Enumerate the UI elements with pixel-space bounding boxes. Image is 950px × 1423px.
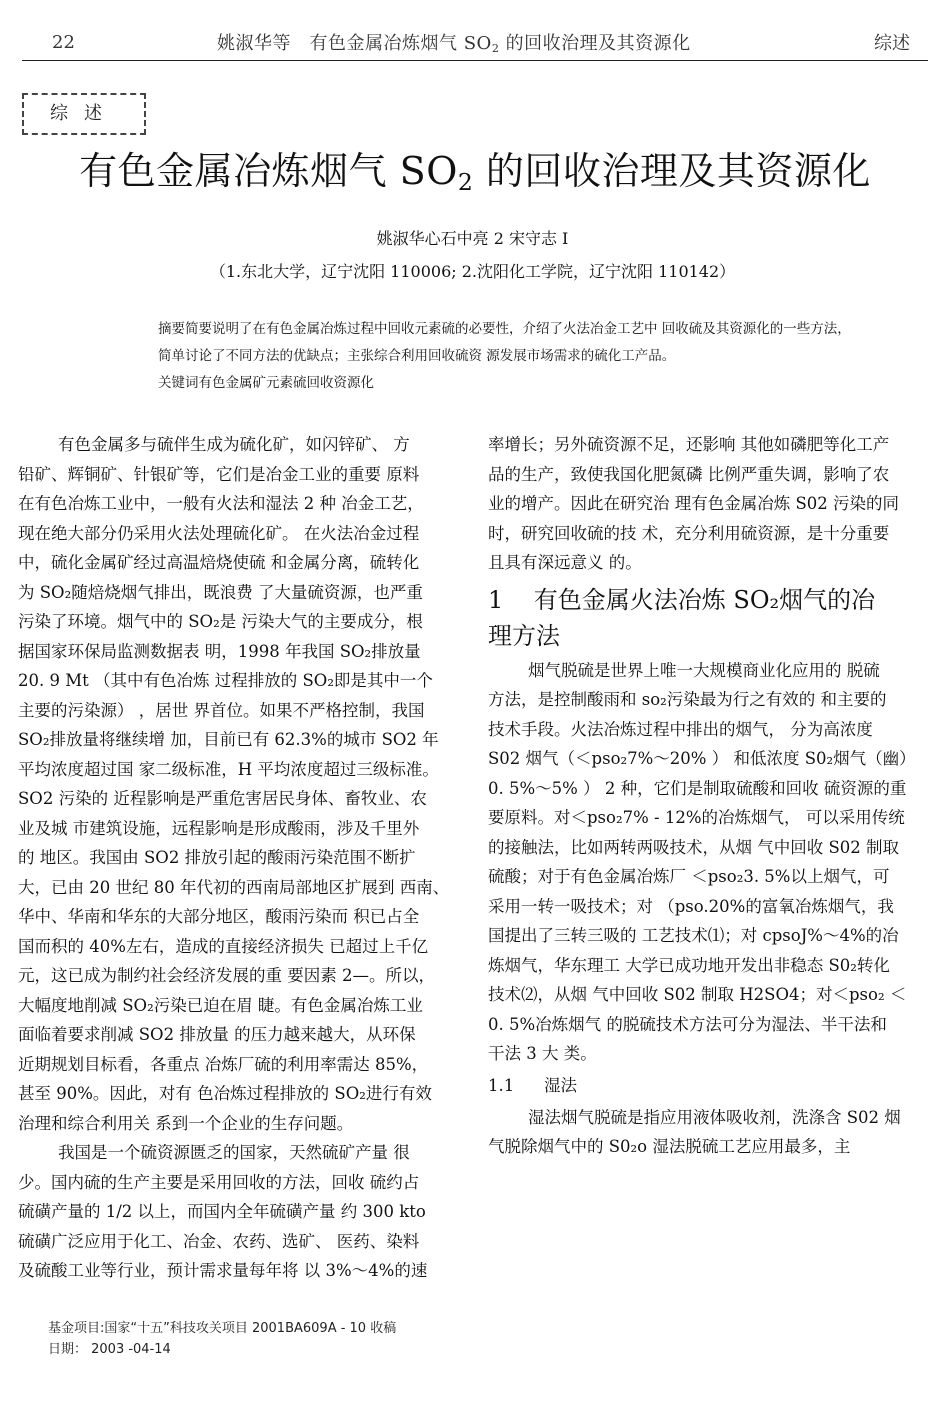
abstract — [158, 316, 948, 397]
text-line: 元，这已成为制约社会经济发展的重 要因素 2—。所以， — [18, 966, 435, 985]
text-line: 及硫酸工业等行业，预计需求量每年将 以 3%〜4%的速 — [18, 1261, 428, 1280]
text-line: 方法，是控制酸雨和 so₂污染最为行之有效的 和主要的 — [488, 690, 887, 709]
text-line: 品的生产，致使我国化肥氮磷 比例严重失调，影响了农 — [488, 464, 890, 484]
text-line: 烟气脱硫是世界上唯一大规模商业化应用的 脱硫 — [528, 660, 880, 680]
text-line: 业的增产。因此在研究治 理有色金属冶炼 S02 污染的同 — [488, 494, 900, 513]
text-line: 硫酸；对于有色金属冶炼厂 ＜pso₂3. 5%以上烟气，可 — [488, 867, 890, 886]
text-line: 铅矿、辉铜矿、针银矿等，它们是冶金工业的重要 原料 — [18, 464, 420, 484]
text-line: 甚至 90%。因此，对有 色冶炼过程排放的 SO₂进行有效 — [18, 1084, 432, 1103]
text-line: S02 烟气（＜pso₂7%〜20% ） 和低浓度 S0₂烟气（幽） — [488, 749, 916, 768]
text-line: 20. 9 Mt （其中有色冶炼 过程排放的 SO₂即是其中一个 — [18, 671, 433, 690]
section-1-title-line: 1 有色金属火法冶炼 SO₂烟气的冶 — [488, 585, 876, 614]
right-intro — [488, 430, 928, 578]
text-line: 率增长；另外硫资源不足，还影响 其他如磷肥等化工产 — [488, 435, 890, 454]
subsection-1-1-heading: 1.1 湿法 — [488, 1075, 577, 1095]
text-line: 采用一转一吸技术；对 （pso.20%的富氧冶炼烟气，我 — [488, 896, 894, 916]
text-line: 硫磺产量的 1/2 以上，而国内全年硫磺产量 约 300 kto — [18, 1202, 426, 1221]
text-line: 主要的污染源） ，居世 界首位。如果不严格控制，我国 — [18, 700, 425, 720]
running-title: 姚淑华等 有色金属冶炼烟气 $SO_2$ 的回收治理及其资源化 — [217, 33, 691, 55]
page-number: 22 — [52, 32, 75, 53]
text-line: 大幅度地削减 SO₂污染已迫在眉 睫。有色金属冶炼工业 — [18, 995, 423, 1015]
text-line: 的接触法，比如两转两吸技术，从烟 气中回收 S02 制取 — [488, 837, 900, 857]
affiliations: （1.东北大学，辽宁沈阳 110006; 2.沈阳化工学院，辽宁沈阳 110142） — [209, 262, 736, 281]
subsection-1-1-body — [488, 1103, 928, 1162]
funding-note: 基金项目:国家“十五”科技攻关项目 2001BA609A - 10 收稿 — [48, 1321, 397, 1336]
article-title: 有色金属冶炼烟气 $SO_2$ 的回收治理及其资源化 — [79, 149, 871, 196]
text-line: 技术手段。火法冶炼过程中排出的烟气， 分为高浓度 — [488, 719, 873, 739]
text-line: 华中、华南和华东的大部分地区，酸雨污染而 积已占全 — [18, 907, 420, 926]
text-line: 我国是一个硫资源匮乏的国家，天然硫矿产量 很 — [58, 1143, 410, 1162]
text-line: 国而积的 40%左右，造成的直接经济损失 已超过上千亿 — [18, 936, 429, 956]
abstract-line: 摘要简要说明了在有色金属冶炼过程中回收元素硫的必要性，介绍了火法冶金工艺中 回收硫及其资源化的一些方法， — [158, 321, 851, 337]
text-line: 气脱除烟气中的 S0₂o 湿法脱硫工艺应用最多，主 — [488, 1137, 851, 1156]
text-line: 的 地区。我国由 SO2 排放引起的酸雨污染范围不断扩 — [18, 848, 416, 867]
left-column — [18, 430, 458, 1286]
abstract-line: 简单讨论了不同方法的优缺点；主张综合利用回收硫资 源发展市场需求的硫化工产品。 — [158, 348, 676, 364]
text-line: 中，硫化金属矿经过高温焙烧使硫 和金属分离，硫转化 — [18, 553, 420, 572]
text-line: 炼烟气，华东理工 大学已成功地开发出非稳态 S0₂转化 — [488, 955, 890, 975]
text-line: 治理和综合利用关 系到一个企业的生存问题。 — [18, 1113, 354, 1133]
running-head — [22, 26, 928, 61]
text-line: 要原料。对＜pso₂7% - 12%的冶炼烟气， 可以采用传统 — [488, 808, 905, 827]
running-category: 综述 — [874, 33, 910, 54]
text-line: 为 SO₂随焙烧烟气排出，既浪费 了大量硫资源，也严重 — [18, 582, 423, 602]
text-line: 技术⑵，从烟 气中回收 S02 制取 H2SO4；对＜pso₂ ＜ — [488, 985, 907, 1004]
text-line: 时，研究回收硫的技 术，充分利用硫资源，是十分重要 — [488, 523, 890, 543]
text-line: 污染了环境。烟气中的 SO₂是 污染大气的主要成分，根 — [18, 612, 423, 631]
text-line: 0. 5%〜5% ） 2 种，它们是制取硫酸和回收 硫资源的重 — [488, 778, 907, 798]
text-line: 湿法烟气脱硫是指应用液体吸收剂，洗涤含 S02 烟 — [528, 1107, 901, 1127]
text-line: 0. 5%冶炼烟气 的脱硫技术方法可分为湿法、半干法和 — [488, 1014, 887, 1034]
text-line: 有色金属多与硫伴生成为硫化矿，如闪锌矿、 方 — [58, 435, 410, 454]
text-line: 平均浓度超过国 家二级标准，H 平均浓度超过三级标准。 — [18, 759, 439, 779]
text-line: 且具有深远意义 的。 — [488, 553, 642, 572]
text-line: SO2 污染的 近程影响是严重危害居民身体、畜牧业、农 — [18, 789, 427, 808]
text-line: 少。国内硫的生产主要是采用回收的方法，回收 硫约占 — [18, 1172, 420, 1192]
received-date: 日期： 2003 -04-14 — [48, 1342, 171, 1357]
text-line: 现在绝大部分仍采用火法处理硫化矿。 在火法冶金过程 — [18, 523, 420, 543]
right-column — [488, 430, 928, 1162]
section-1-title-line: 理方法 — [488, 621, 560, 650]
text-line: 据国家环保局监测数据表 明，1998 年我国 SO₂排放量 — [18, 641, 421, 661]
section-tag: 综述 — [22, 93, 146, 135]
text-line: 大，已由 20 世纪 80 年代初的西南局部地区扩展到 西南、 — [18, 877, 450, 897]
text-line: 硫磺广泛应用于化工、冶金、农药、选矿、 医药、染料 — [18, 1231, 420, 1251]
section-1-body — [488, 656, 928, 1069]
text-line: SO₂排放量将继续增 加，目前已有 62.3%的城市 SO2 年 — [18, 730, 439, 749]
authors: 姚淑华心石中亮 2 宋守志 I — [376, 229, 569, 248]
section-1-heading — [488, 582, 928, 654]
text-line: 干法 3 大 类。 — [488, 1044, 597, 1063]
text-line: 近期规划目标看，各重点 冶炼厂硫的利用率需达 85%， — [18, 1054, 429, 1074]
text-line: 国提出了三转三吸的 工艺技术⑴；对 cpsoJ%〜4%的冶 — [488, 926, 899, 945]
text-line: 面临着要求削减 SO2 排放量 的压力越来越大，从环保 — [18, 1025, 416, 1044]
footnote — [48, 1318, 396, 1360]
text-line: 业及城 市建筑设施，远程影响是形成酸雨，涉及千里外 — [18, 818, 420, 838]
keywords-line: 关键词有色金属矿元素硫回收资源化 — [158, 375, 374, 391]
text-line: 在有色冶炼工业中，一般有火法和湿法 2 种 冶金工艺， — [18, 494, 424, 513]
